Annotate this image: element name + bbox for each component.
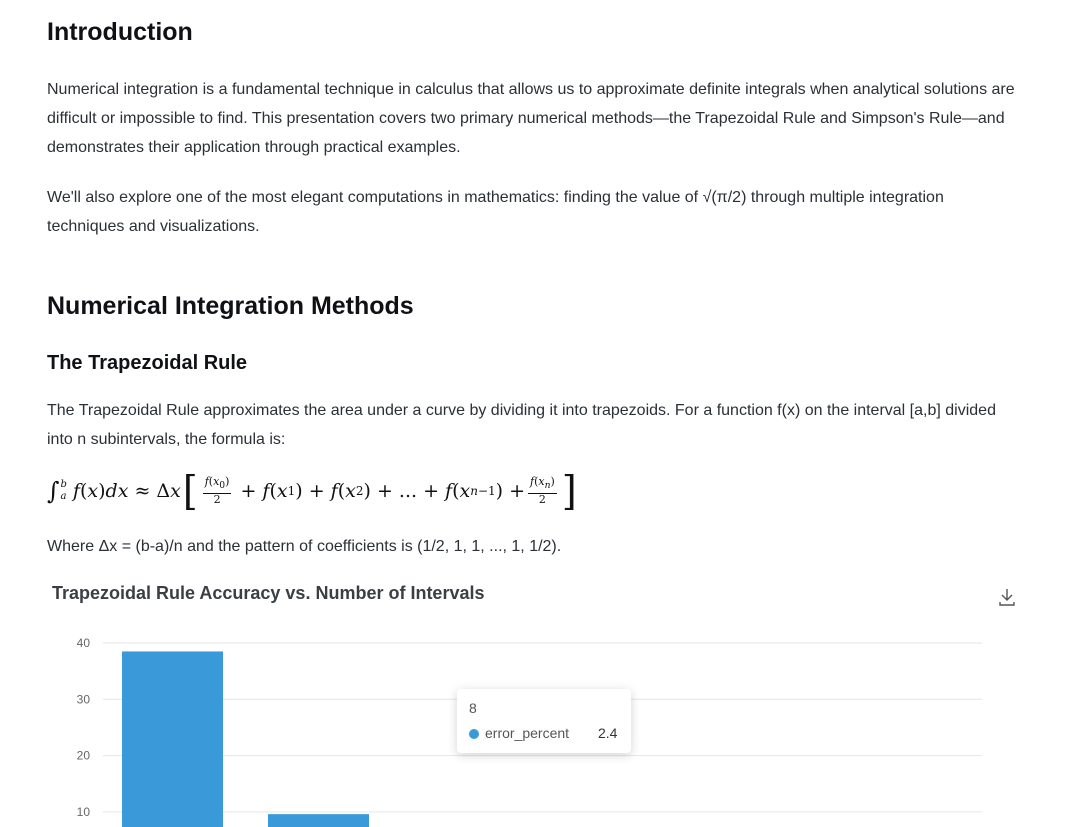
section-heading-methods: Numerical Integration Methods bbox=[47, 292, 414, 320]
chart-title: Trapezoidal Rule Accuracy vs. Number of Intervals bbox=[52, 583, 485, 603]
tooltip-value: 2.4 bbox=[598, 725, 618, 741]
bar-2[interactable] bbox=[122, 651, 223, 827]
intro-paragraph-1: Numerical integration is a fundamental technique in calculus that allows us to approximate definite integrals when analytical solutions are difficult or impossible to find. This presentation covers two primary numerical methods—the Trapezoidal Rule and Simpson's Rule—and demonstrates their application through practical examples. bbox=[47, 81, 1015, 156]
y-tick-label: 30 bbox=[76, 692, 90, 707]
y-tick-label: 40 bbox=[76, 636, 90, 650]
trapezoidal-note: Where Δx = (b-a)/n and the pattern of coefficients is (1/2, 1, 1, ..., 1, 1/2). bbox=[47, 538, 562, 555]
tooltip-series-name: error_percent bbox=[485, 725, 570, 741]
trapezoidal-formula: ∫ b a f ( x ) dx ≈ Δ x [ $\frac{f(x_0)}{2}$ + f ( x 1 ) + f ( x 2 ) + ... + f ( x n−1 ) + $\frac{f(x_n)}{2}$ ] bbox=[47, 467, 577, 515]
y-tick-label: 20 bbox=[76, 748, 90, 763]
bar-4[interactable] bbox=[268, 814, 369, 827]
trapezoidal-description: The Trapezoidal Rule approximates the area under a curve by dividing it into trapezoids. For a function f(x) on the interval [a,b] divided into n subintervals, the formula is: bbox=[47, 402, 996, 448]
y-tick-label: 10 bbox=[76, 804, 90, 819]
intro-paragraph-2: We'll also explore one of the most elegant computations in mathematics: finding the value of √(π/2) through multiple integration techniques and visualizations. bbox=[47, 189, 944, 235]
chart-y-ticks bbox=[77, 636, 91, 819]
subsection-heading-trapezoidal: The Trapezoidal Rule bbox=[47, 352, 248, 374]
chart-bars bbox=[122, 651, 369, 827]
section-heading-introduction: Introduction bbox=[47, 18, 193, 46]
tooltip-series-marker bbox=[469, 729, 479, 739]
download-icon[interactable] bbox=[996, 586, 1018, 608]
tooltip-category: 8 bbox=[469, 700, 477, 716]
chart-tooltip bbox=[457, 689, 631, 753]
